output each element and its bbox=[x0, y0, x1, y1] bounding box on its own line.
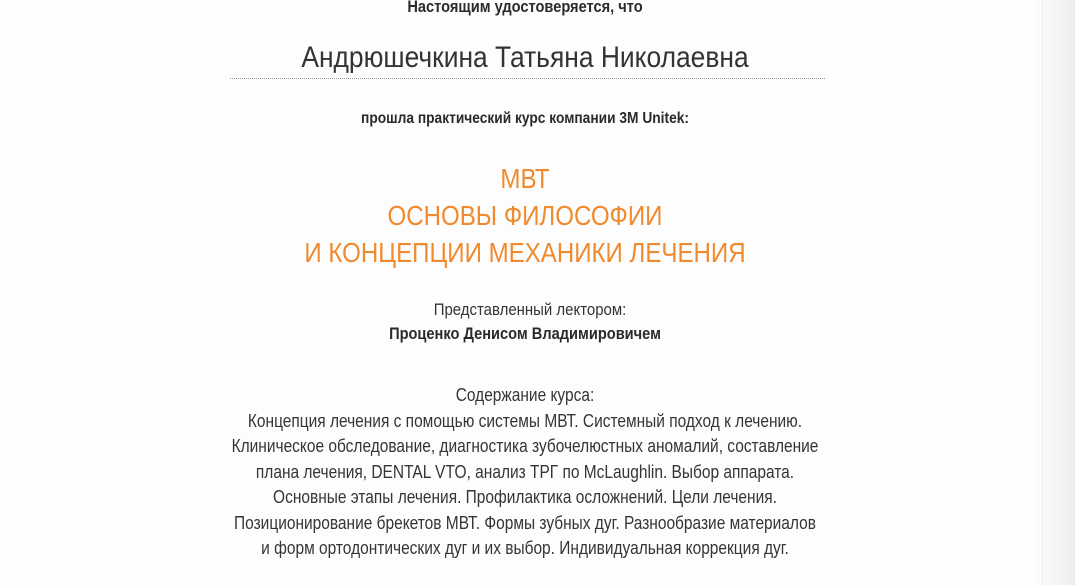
recipient-name: Андрюшечкина Татьяна Николаевна bbox=[301, 41, 749, 74]
course-title-line: ОСНОВЫ ФИЛОСОФИИ bbox=[387, 200, 663, 231]
course-content-line: Концепция лечения с помощью системы МВТ. Системный подход к лечению. bbox=[247, 410, 803, 431]
course-title-line: МВТ bbox=[500, 163, 550, 194]
course-content-line: Клиническое обследование, диагностика зубочелюстных аномалий, составление bbox=[231, 436, 819, 456]
lecturer-label: Представленный лектором: bbox=[433, 300, 627, 319]
certify-text: Настоящим удостоверяется, что bbox=[407, 0, 643, 16]
course-content-line: и форм ортодонтических дуг и их выбор. Индивидуальная коррекция дуг. bbox=[261, 538, 789, 558]
recipient-name-underline bbox=[230, 78, 825, 79]
lecturer-name: Проценко Денисом Владимировичем bbox=[389, 324, 661, 343]
course-content-line: Основные этапы лечения. Профилактика осложнений. Цели лечения. bbox=[273, 487, 777, 507]
course-completed-text: прошла практический курс компании 3M Unitek: bbox=[361, 110, 689, 127]
course-content bbox=[74, 383, 977, 562]
course-content-line: Позиционирование брекетов МВТ. Формы зубных дуг. Разнообразие материалов bbox=[234, 512, 816, 533]
page-edge-shadow bbox=[1033, 0, 1075, 585]
course-title-line: И КОНЦЕПЦИИ МЕХАНИКИ ЛЕЧЕНИЯ bbox=[304, 237, 746, 268]
course-content-heading: Содержание курса: bbox=[455, 385, 595, 405]
course-content-line: плана лечения, DENTAL VTO, анализ ТРГ по McLaughlin. Выбор аппарата. bbox=[255, 461, 795, 482]
course-title bbox=[74, 160, 977, 271]
